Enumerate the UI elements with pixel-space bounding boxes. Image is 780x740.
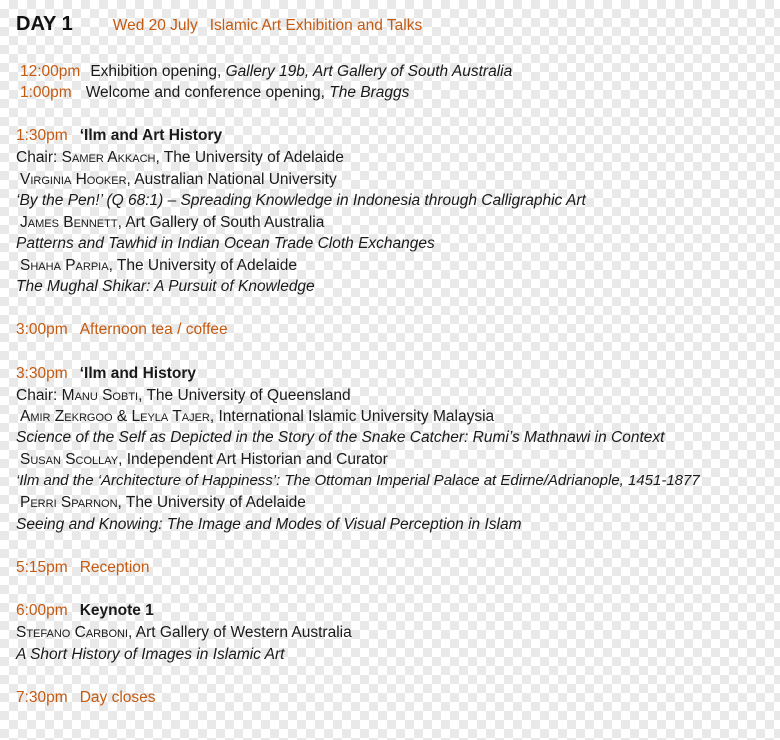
- event-venue: The Braggs: [329, 84, 410, 101]
- speaker-name: Shaha Parpia: [20, 257, 109, 274]
- event-text: Welcome and conference opening,: [85, 84, 330, 101]
- chair-affiliation: , The University of Adelaide: [155, 149, 344, 166]
- time-label: 5:15pm: [16, 559, 68, 576]
- speaker-line: [20, 407, 494, 427]
- talk-title: ‘By the Pen!’ (Q 68:1) – Spreading Knowledge in Indonesia through Calligraphic Art: [16, 192, 586, 209]
- talk-title: Science of the Self as Depicted in the Story of the Snake Catcher: Rumi’s Mathnawi in Context: [16, 429, 665, 446]
- time-label: 7:30pm: [16, 689, 68, 706]
- talk-title: Patterns and Tawhid in Indian Ocean Trade Cloth Exchanges: [16, 235, 435, 252]
- speaker-line: [20, 493, 306, 513]
- speaker-name: James Bennett: [20, 214, 118, 231]
- event-text: Exhibition opening,: [90, 63, 226, 80]
- speaker-line: [20, 450, 388, 470]
- speaker-affiliation: , The University of Adelaide: [108, 257, 297, 274]
- chair-label: Chair:: [16, 387, 62, 404]
- event-label: Reception: [79, 559, 150, 576]
- speaker-line: [20, 170, 337, 190]
- session-2-chair: [16, 386, 351, 406]
- day-date: Wed 20 July: [112, 17, 198, 34]
- session-1-heading: [16, 126, 222, 146]
- chair-label: Chair:: [16, 149, 62, 166]
- session-1-chair: [16, 148, 344, 168]
- talk-title: Seeing and Knowing: The Image and Modes of Visual Perception in Islam: [16, 516, 522, 533]
- time-label: 1:30pm: [16, 127, 68, 144]
- chair-name: Manu Sobti: [61, 387, 139, 404]
- chair-affiliation: , The University of Queensland: [138, 387, 351, 404]
- speaker-affiliation: , The University of Adelaide: [117, 494, 306, 511]
- speaker-line: [16, 623, 352, 643]
- talk-title: ‘Ilm and the ‘Architecture of Happiness’: The Ottoman Imperial Palace at Edirne/Adrianople, 1451-1877: [16, 472, 700, 489]
- event-venue: Gallery 19b, Art Gallery of South Australia: [225, 63, 513, 80]
- time-label: 1:00pm: [20, 84, 72, 101]
- speaker-affiliation: , Art Gallery of South Australia: [117, 214, 325, 231]
- talk-title: The Mughal Shikar: A Pursuit of Knowledge: [16, 278, 315, 295]
- keynote-title: Keynote 1: [79, 602, 154, 619]
- session-2-heading: [16, 364, 196, 384]
- speaker-name: Perri Sparnon: [20, 494, 118, 511]
- session-title: ‘Ilm and Art History: [79, 127, 223, 144]
- schedule-item-day-closes: [16, 688, 156, 708]
- speaker-name: Amir Zekrgoo & Leyla Tajer: [20, 408, 210, 425]
- time-label: 3:00pm: [16, 321, 68, 338]
- schedule-item-exhibition-opening: [20, 62, 512, 82]
- time-label: 6:00pm: [16, 602, 68, 619]
- schedule-item-welcome: [20, 83, 409, 103]
- speaker-line: [20, 213, 324, 233]
- time-label: 3:30pm: [16, 365, 68, 382]
- speaker-name: Virginia Hooker: [20, 171, 127, 188]
- chair-name: Samer Akkach: [61, 149, 156, 166]
- session-title: ‘Ilm and History: [79, 365, 196, 382]
- day-title: Islamic Art Exhibition and Talks: [209, 17, 423, 34]
- event-label: Afternoon tea / coffee: [79, 321, 228, 338]
- talk-title: A Short History of Images in Islamic Art: [16, 646, 285, 663]
- speaker-affiliation: , Australian National University: [126, 171, 337, 188]
- speaker-affiliation: , Art Gallery of Western Australia: [128, 624, 352, 641]
- speaker-affiliation: , International Islamic University Malaysia: [209, 408, 495, 425]
- day-label: DAY 1: [16, 13, 73, 35]
- speaker-affiliation: , Independent Art Historian and Curator: [118, 451, 388, 468]
- speaker-name: Stefano Carboni: [16, 624, 129, 641]
- keynote-heading: [16, 601, 154, 621]
- schedule-item-reception: [16, 558, 150, 578]
- day-header: [16, 14, 422, 36]
- time-label: 12:00pm: [20, 63, 81, 80]
- schedule-item-afternoon-tea: [16, 320, 228, 340]
- speaker-line: [20, 256, 297, 276]
- speaker-name: Susan Scollay: [20, 451, 119, 468]
- event-label: Day closes: [79, 689, 156, 706]
